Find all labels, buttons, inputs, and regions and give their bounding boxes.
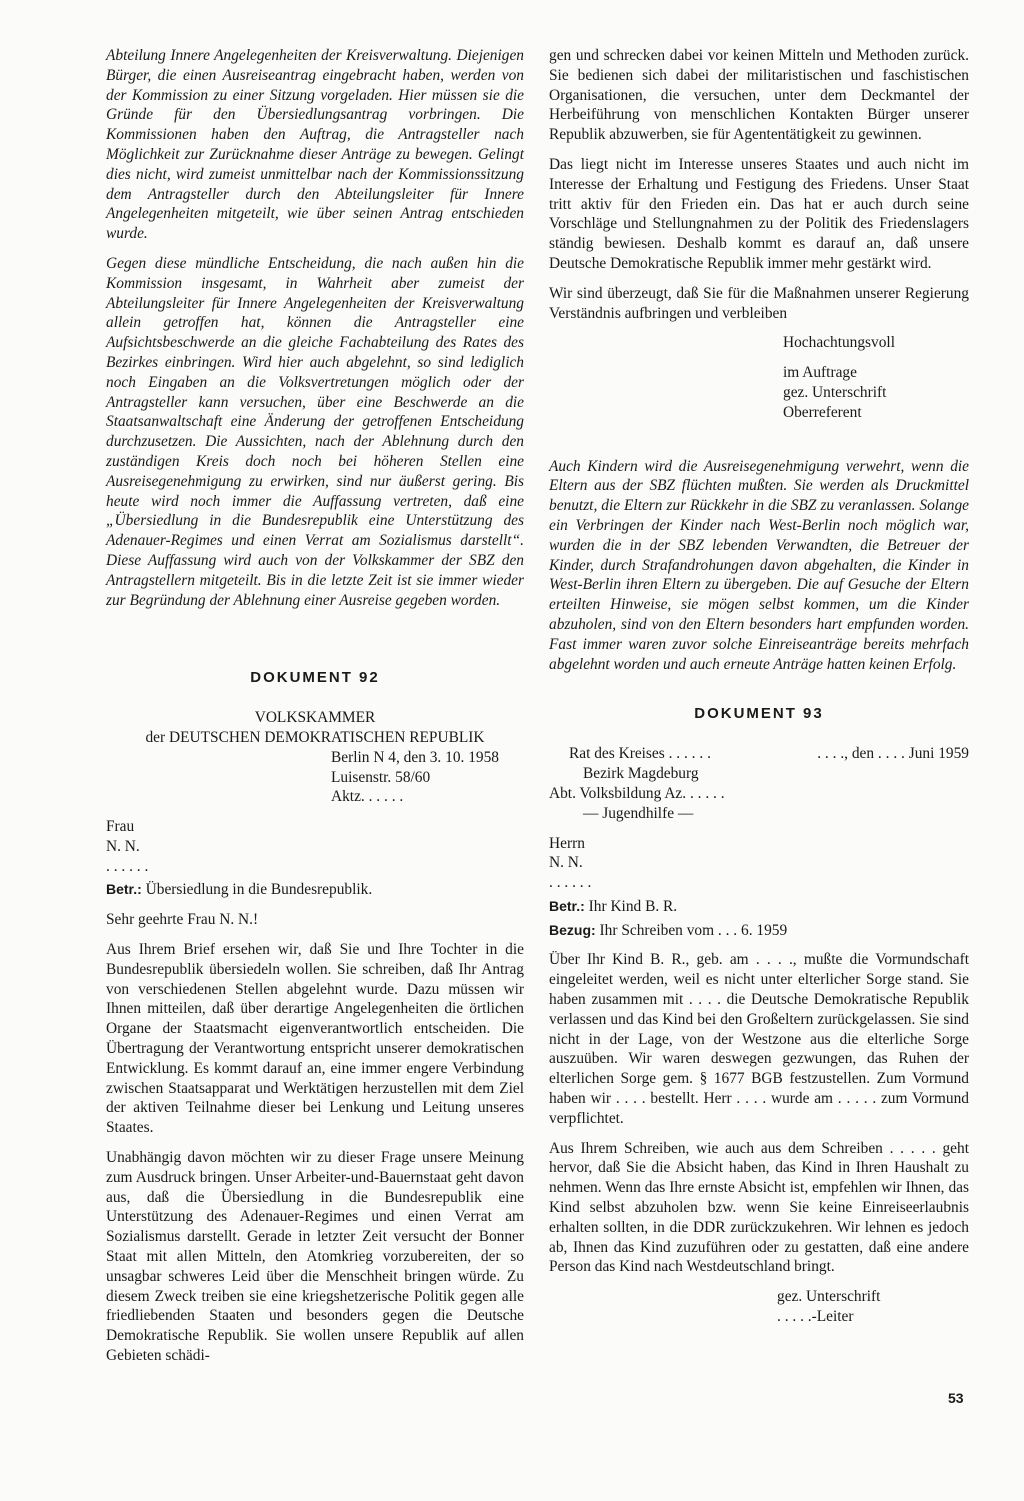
letter-street: Luisenstr. 58/60	[331, 768, 431, 786]
letter-paragraph-2: Unabhängig davon möchten wir zu dieser Frage unsere Meinung zum Ausdruck bringen. Unser Arbeiter-und-Bauernstaat geht davon aus, daß die Übersiedlung in die Bundesrepublik eine Unterstützung des Adenauer-Regimes und einen Verrat am Sozialismus darstellt. Gerade in letzter Zeit versucht der Bonner Staat mit allen Mitteln, den Atomkrieg vorzubereiten, der so unsagbar schweres Leid über die Menschheit bringen würde. Zu diesem Zweck treiben sie eine kriegshetzerische Politik gegen alle friedliebenden Staaten und besonders gegen die Deutsche Demokratische Republik. Sie wollen unsere Republik auf allen Gebieten schädi-	[106, 1149, 524, 1365]
signature-line-4: gez. Unterschrift	[777, 1288, 881, 1306]
letter-paragraph-3: gen und schrecken dabei vor keinen Mitteln und Methoden zurück. Sie bedienen sich dabei der militaristischen und faschistischen Organisationen, die versuchen, unter dem Deckmantel der Herbeiführung von menschlichen Kontakten Bürger unserer Republik abzuwerben, sie für Agententätigkeit zu gewinnen.	[549, 47, 969, 144]
letter-paragraph-5: Wir sind überzeugt, daß Sie für die Maßnahmen unserer Regierung Verständnis aufbringen und verbleiben	[549, 284, 969, 322]
sender-name: VOLKSKAMMER	[254, 709, 376, 727]
letter-file-ref: Aktz. . . . . .	[331, 788, 404, 806]
right-column	[549, 46, 969, 1327]
letter-date: . . . ., den . . . . Juni 1959	[817, 745, 969, 763]
intro-paragraph-1: Abteilung Innere Angelegenheiten der Kreisverwaltung. Diejenigen Bürger, die einen Ausreiseantrag eingebracht haben, werden von der Kommission zu einer Sitzung vorgeladen. Hier müssen sie die Gründe für den Übersiedlungsantrag vorbringen. Die Kommissionen haben den Auftrag, die Antragsteller nach Möglichkeit zur Zurücknahme dieser Anträge zu bewegen. Gelingt dies nicht, wird zumeist unmittelbar nach der Kommissionssitzung dem Antragsteller durch den Abteilungsleiter für Innere Angelegenheiten mitgeteilt, wie über seinen Antrag entschieden wurde.	[106, 47, 524, 243]
signature-line-5: . . . . .-Leiter	[777, 1308, 854, 1326]
intro-paragraph-2: Gegen diese mündliche Entscheidung, die nach außen hin die Kommission insgesamt, in Wahrheit aber zumeist der Abteilungsleiter für Innere Angelegenheiten der Kreisverwaltung allein getroffen hat, können die Antragsteller eine Aufsichtsbeschwerde an die gleiche Fachabteilung des Rates des Bezirkes einbringen. Wird hier auch abgelehnt, so sind lediglich noch Eingaben an die Volksvertretungen möglich oder der Antragsteller kann versuchen, über eine Beschwerde an die Staatsanwaltschaft eine Änderung der getroffenen Entscheidung durchzusetzen. Die Aussichten, nach der Ablehnung durch den zuständigen Kreis doch noch bei höheren Stellen eine Ausreisegenehmigung zu erwirken, sind nur äußerst gering. Bis heute wird noch immer die Auffassung vertreten, daß eine „Übersiedlung in die Bundesrepublik eine Unterstützung des Adenauer-Regimes und einen Verrat am Sozialismus darstellt“. Diese Auffassung wird auch von der Volkskammer der SBZ den Antragstellern mitgeteilt. Bis in die letzte Zeit ist sie immer wieder zur Begründung der Ablehnung einer Ausreise gegeben worden.	[106, 254, 524, 609]
signature-line-2: gez. Unterschrift	[783, 383, 887, 401]
subject-line	[549, 897, 969, 917]
subject-text: Übersiedlung in die Bundesrepublik.	[141, 881, 373, 899]
signature-line-3: Oberreferent	[783, 403, 862, 421]
reference-text: Ihr Schreiben vom . . . 6. 1959	[595, 921, 788, 939]
salutation: Sehr geehrte Frau N. N.!	[106, 911, 259, 929]
letter-paragraph-4: Das liegt nicht im Interesse unseres Staates und auch nicht im Interesse der Erhaltung und Festigung des Friedens. Unser Staat tritt aktiv für den Frieden ein. Das hat er auch durch seine Vorschläge und Stellungnahmen zu der Politik des Friedenslagers ständig bewiesen. Deshalb kommt es darauf an, daß unsere Deutsche Demokratische Republik immer mehr gestärkt wird.	[549, 155, 969, 272]
letter-closing: Hochachtungsvoll	[783, 334, 895, 352]
reference-line	[549, 921, 969, 941]
document-93-heading: DOKUMENT 93	[694, 705, 824, 723]
sender-institution: der DEUTSCHEN DEMOKRATISCHEN REPUBLIK	[145, 728, 485, 746]
recipient-line-1: Herrn	[549, 834, 585, 852]
letterhead-row	[549, 744, 969, 764]
subject-label: Betr.:	[106, 881, 142, 898]
subject-line	[106, 880, 524, 900]
page-number: 53	[948, 1390, 964, 1406]
left-column	[106, 46, 524, 1376]
children-paragraph: Auch Kindern wird die Ausreisegenehmigung verwehrt, wenn die Eltern aus der SBZ flüchten mußten. Sie werden als Druckmittel benutzt, die Eltern zur Rückkehr in die SBZ zu veranlassen. Solange ein Verbringen der Kinder nach West-Berlin noch möglich war, wurden die in der SBZ lebenden Verwandten, die Betreuer der Kinder, durch Strafandrohungen davon abgehalten, die Kinder in West-Berlin ihren Eltern zu übergeben. Die auf Gesuche der Eltern erteilten Hinweise, sie mögen selbst kommen, um die Kinder abzuholen, sind von den Eltern besonders hart empfunden worden. Fast immer waren zuvor solche Einreiseanträge bereits mehrfach abgelehnt worden und auch erneute Anträge hatten keinen Erfolg.	[549, 457, 969, 673]
signature-line-1: im Auftrage	[783, 364, 857, 382]
sender-department: Abt. Volksbildung Az. . . . . .	[549, 784, 725, 802]
document-92-heading: DOKUMENT 92	[250, 669, 380, 687]
subject-label: Betr.:	[549, 897, 585, 914]
recipient-line-3: . . . . . .	[106, 857, 149, 875]
sender-district: Bezirk Magdeburg	[583, 765, 699, 783]
recipient-line-2: N. N.	[549, 854, 583, 872]
subject-text: Ihr Kind B. R.	[584, 897, 678, 915]
letter-paragraph-1: Aus Ihrem Brief ersehen wir, daß Sie und Ihre Tochter in die Bundesrepublik übersiedeln wollen. Sie schreiben, daß Ihr Antrag von verschiedenen Stellen abgelehnt wurde. Dazu müssen wir Ihnen mitteilen, daß über derartige Angelegenheiten die örtlichen Organe der Staatsmacht eigenverantwortlich entscheiden. Die Übertragung der Verantwortung entspricht unserer demokratischen Entwicklung. Es kommt darauf an, eine immer engere Verbindung zwischen Staatsapparat und Werktätigen herzustellen mit dem Ziel der aktiven Teilnahme dieser bei Lenkung und Leitung unseres Staates.	[106, 941, 524, 1137]
recipient-line-1: Frau	[106, 818, 135, 836]
letter-93-paragraph-1: Über Ihr Kind B. R., geb. am . . . ., mußte die Vormundschaft eingeleitet werden, weil es nicht unter elterlicher Sorge stand. Sie haben zusammen mit . . . . die Deutsche Demokratische Republik verlassen und das Kind bei den Großeltern zurückgelassen. Sie sind nicht in der Lage, von der Westzone aus die elterliche Sorge auszuüben. Wir waren deswegen gezwungen, das Ruhen der elterlichen Sorge gem. § 1677 BGB festzustellen. Zum Vormund haben wir . . . . bestellt. Herr . . . . wurde am . . . . . zum Vormund verpflichtet.	[549, 951, 969, 1127]
letter-93-paragraph-2: Aus Ihrem Schreiben, wie auch aus dem Schreiben . . . . . geht hervor, daß Sie die Absicht haben, das Kind in Ihren Haushalt zu nehmen. Wenn das Ihre ernste Absicht ist, empfehlen wir Ihnen, das Kind selbst abzuholen bzw. wenn Sie keine Einreiseerlaubnis erhalten sollten, in die DDR zurückzukehren. Wir lehnen es jedoch ab, Ihnen das Kind zuzuführen oder zu gestatten, daß eine andere Person das Kind nach Westdeutschland bringt.	[549, 1139, 969, 1276]
sender-council: Rat des Kreises . . . . . .	[569, 745, 711, 763]
reference-label: Bezug:	[549, 921, 596, 938]
recipient-line-3: . . . . . .	[549, 874, 592, 892]
sender-division: — Jugendhilfe —	[583, 804, 694, 822]
recipient-line-2: N. N.	[106, 837, 140, 855]
letter-place-date: Berlin N 4, den 3. 10. 1958	[331, 748, 499, 766]
